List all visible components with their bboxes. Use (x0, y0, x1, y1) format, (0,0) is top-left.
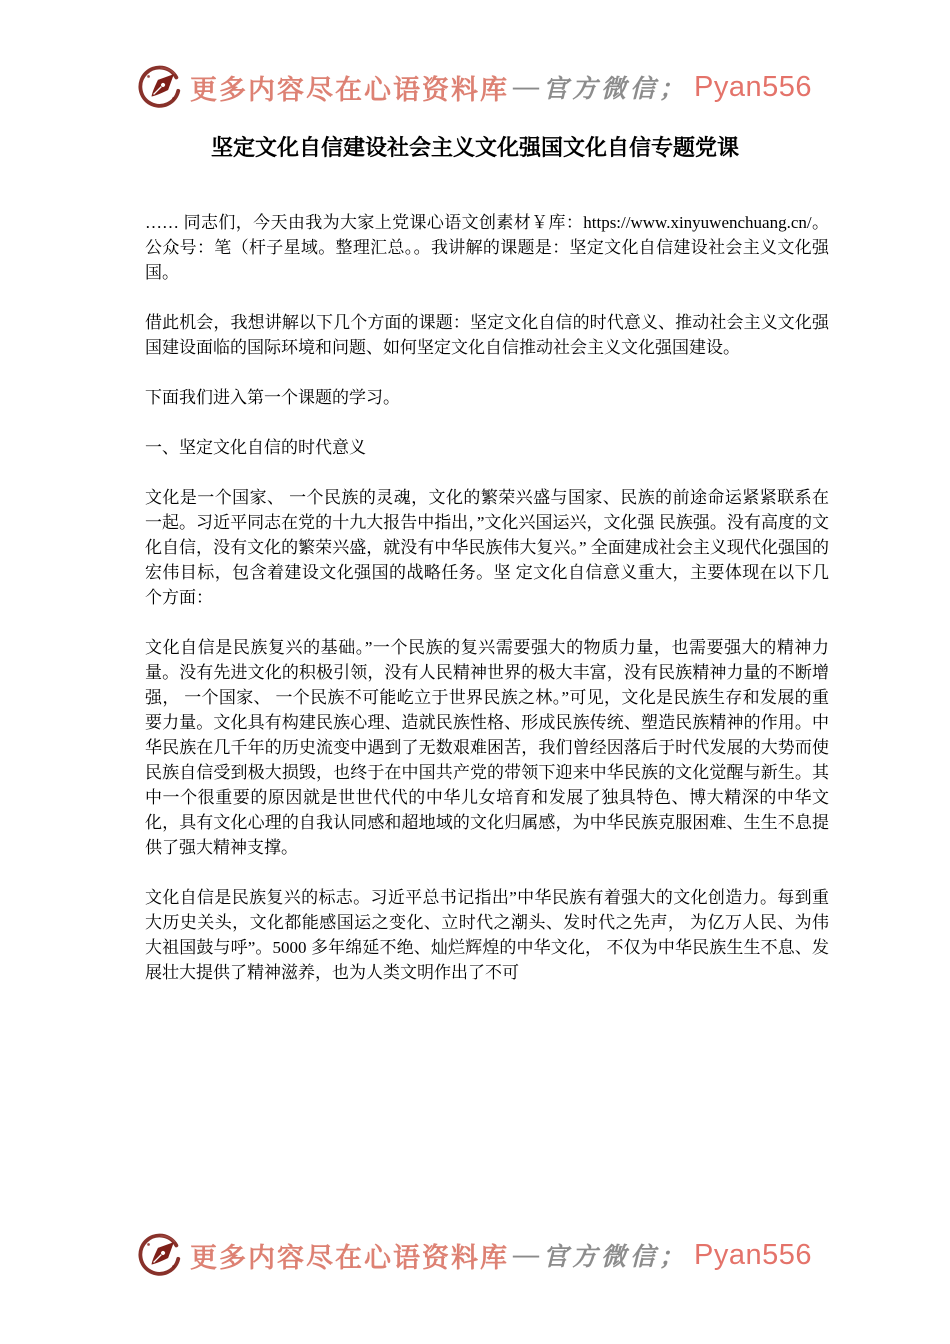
paragraph-symbol: 文化自信是民族复兴的标志。习近平总书记指出”中华民族有着强大的文化创造力。每到重大历史关头，文化都能感国运之变化、立时代之潮头、发时代之先声， 为亿万人民、为伟大祖国鼓与呼”。5000 多年绵延不绝、灿烂辉煌的中华文化， 不仅为中华民族生生不息、发展壮大提供了精神滋养，也为人类文明作出了不可 (145, 888, 829, 982)
document-body (145, 210, 829, 1010)
paragraph-overview: 借此机会，我想讲解以下几个方面的课题：坚定文化自信的时代意义、推动社会主义文化强国建设面临的国际环境和问题、如何坚定文化自信推动社会主义文化强国建设。 (145, 313, 829, 357)
pen-logo-icon (138, 1232, 184, 1278)
watermark-dash: — (512, 72, 539, 101)
paragraph-foundation: 文化自信是民族复兴的基础。”一个民族的复兴需要强大的物质力量，也需要强大的精神力量。没有先进文化的积极引领，没有人民精神世界的极大丰富，没有民族精神力量的不断增强， 一个国家、 一个民族不可能屹立于世界民族之林。”可见，文化是民族生存和发展的重要力量。文化具有构建民族心理、造就民族性格、形成民族传统、塑造民族精神的作用。中华民族在几千年的历史流变中遇到了无数艰难困苦，我们曾经因落后于时代发展的大势而使民族自信受到极大损毁，也终于在中国共产党的带领下迎来中华民族的文化觉醒与新生。其中一个很重要的原因就是世世代代的中华儿女培育和发展了独具特色、博大精深的中华文化，具有文化心理的自我认同感和超地域的文化归属感，为中华民族克服困难、生生不息提供了强大精神支撑。 (145, 638, 829, 857)
page-title: 坚定文化自信建设社会主义文化强国文化自信专题党课 (210, 135, 739, 160)
watermark-dash: — (512, 1240, 539, 1269)
watermark-brand-text: 更多内容尽在心语资料库 (189, 1242, 509, 1273)
watermark-wechat-id: Pyan556 (694, 1238, 812, 1271)
watermark-label: 官方微信； (542, 76, 688, 103)
footer-watermark (0, 1232, 950, 1278)
watermark-label: 官方微信； (542, 1244, 688, 1271)
paragraph-significance: 文化是一个国家、 一个民族的灵魂，文化的繁荣兴盛与国家、民族的前途命运紧紧联系在一起。习近平同志在党的十九大报告中指出，”文化兴国运兴，文化强 民族强。没有高度的文化自信，没有文化的繁荣兴盛，就没有中华民族伟大复兴。” 全面建成社会主义现代化强国的宏伟目标，包含着建设文化强国的战略任务。坚 定文化自信意义重大，主要体现在以下几个方面： (145, 488, 829, 607)
paragraph-intro: …… 同志们，今天由我为大家上党课心语文创素材￥库：https://www.xinyuwenchuang.cn/。公众号：笔（杆子星域。整理汇总。。我讲解的课题是：坚定文化自信建设社会主义文化强国。 (145, 213, 829, 282)
watermark-wechat-id: Pyan556 (694, 70, 812, 103)
section-heading-1: 一、坚定文化自信的时代意义 (145, 438, 366, 457)
pen-logo-icon (138, 64, 184, 110)
paragraph-transition: 下面我们进入第一个课题的学习。 (145, 388, 400, 407)
watermark-brand-text: 更多内容尽在心语资料库 (189, 74, 509, 105)
header-watermark (0, 64, 950, 110)
